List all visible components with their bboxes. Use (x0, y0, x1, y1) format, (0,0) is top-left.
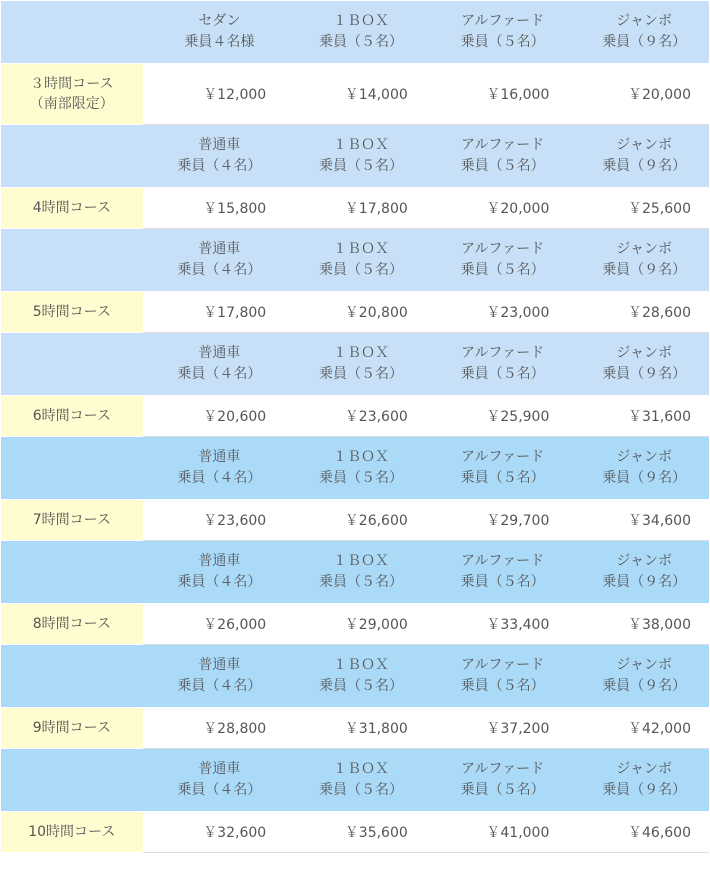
vehicle-cell (143, 437, 285, 500)
course-name: 10時間コース (28, 824, 116, 840)
vehicle-capacity: 乗員４名様 (184, 34, 255, 50)
vehicle-name: ジャンボ (616, 449, 673, 465)
price-cell: ￥28,600 (567, 292, 709, 333)
vehicle-capacity: 乗員（５名） (318, 574, 403, 590)
price-cell: ￥25,600 (567, 188, 709, 229)
course-name-cell (1, 500, 143, 541)
course-name: 6時間コース (32, 408, 111, 424)
vehicle-cell (426, 437, 568, 500)
price-cell: ￥32,600 (143, 812, 285, 853)
vehicle-name: ジャンボ (616, 657, 673, 673)
vehicle-capacity: 乗員（５名） (318, 262, 403, 278)
vehicle-name: ジャンボ (616, 553, 673, 569)
course-name-cell (1, 708, 143, 749)
vehicle-name: アルファード (460, 345, 545, 361)
vehicle-capacity: 乗員（９名） (602, 678, 687, 694)
vehicle-name: アルファード (460, 449, 545, 465)
vehicle-capacity: 乗員（９名） (602, 34, 687, 50)
vehicle-capacity: 乗員（５名） (318, 678, 403, 694)
vehicle-cell (284, 229, 426, 292)
price-cell: ￥20,600 (143, 396, 285, 437)
vehicle-cell (567, 333, 709, 396)
vehicle-name: １ＢＯＸ (332, 553, 389, 569)
price-cell: ￥31,800 (284, 708, 426, 749)
vehicle-cell (284, 437, 426, 500)
vehicle-capacity: 乗員（５名） (318, 366, 403, 382)
fare-table (1, 1, 709, 853)
vehicle-name: 普通車 (198, 137, 241, 153)
price-cell: ￥26,600 (284, 500, 426, 541)
course-name-cell (1, 604, 143, 645)
vehicle-capacity: 乗員（５名） (460, 574, 545, 590)
price-row (1, 500, 709, 541)
vehicle-name: 普通車 (198, 657, 241, 673)
vehicle-name: アルファード (460, 241, 545, 257)
vehicle-name: １ＢＯＸ (332, 137, 389, 153)
header-corner-cell (1, 645, 143, 708)
vehicle-cell (426, 333, 568, 396)
vehicle-cell (143, 125, 285, 188)
course-note: （南部限定） (29, 96, 114, 112)
vehicle-name: アルファード (460, 137, 545, 153)
price-cell: ￥20,800 (284, 292, 426, 333)
price-cell: ￥25,900 (426, 396, 568, 437)
vehicle-name: 普通車 (198, 241, 241, 257)
vehicle-capacity: 乗員（５名） (460, 678, 545, 694)
course-name: 9時間コース (32, 720, 111, 736)
price-cell: ￥26,000 (143, 604, 285, 645)
vehicle-name: 普通車 (198, 553, 241, 569)
vehicle-cell (567, 229, 709, 292)
vehicle-name: １ＢＯＸ (332, 449, 389, 465)
price-cell: ￥20,000 (426, 188, 568, 229)
price-cell: ￥42,000 (567, 708, 709, 749)
vehicle-name: ジャンボ (616, 761, 673, 777)
header-corner-cell (1, 229, 143, 292)
vehicle-capacity: 乗員（５名） (318, 470, 403, 486)
price-row (1, 64, 709, 125)
course-name: ３時間コース (30, 76, 114, 92)
price-row (1, 292, 709, 333)
vehicle-name: １ＢＯＸ (332, 345, 389, 361)
vehicle-name: アルファード (460, 553, 545, 569)
price-cell: ￥33,400 (426, 604, 568, 645)
price-cell: ￥23,000 (426, 292, 568, 333)
vehicle-capacity: 乗員（４名） (177, 782, 262, 798)
vehicle-name: ジャンボ (616, 241, 673, 257)
vehicle-header-row (1, 645, 709, 708)
price-row (1, 396, 709, 437)
price-cell: ￥28,800 (143, 708, 285, 749)
course-name: 8時間コース (32, 616, 111, 632)
header-corner-cell (1, 437, 143, 500)
vehicle-cell (426, 125, 568, 188)
vehicle-cell (143, 645, 285, 708)
vehicle-header-row (1, 541, 709, 604)
price-cell: ￥12,000 (143, 64, 285, 125)
price-cell: ￥46,600 (567, 812, 709, 853)
price-cell: ￥37,200 (426, 708, 568, 749)
price-cell: ￥16,000 (426, 64, 568, 125)
price-cell: ￥35,600 (284, 812, 426, 853)
vehicle-name: ジャンボ (616, 13, 673, 29)
vehicle-cell (143, 333, 285, 396)
vehicle-cell (567, 125, 709, 188)
price-cell: ￥38,000 (567, 604, 709, 645)
price-cell: ￥17,800 (143, 292, 285, 333)
header-corner-cell (1, 333, 143, 396)
vehicle-capacity: 乗員（５名） (318, 158, 403, 174)
vehicle-capacity: 乗員（５名） (460, 470, 545, 486)
price-cell: ￥29,700 (426, 500, 568, 541)
vehicle-name: １ＢＯＸ (332, 13, 389, 29)
vehicle-name: アルファード (460, 13, 545, 29)
price-row (1, 604, 709, 645)
vehicle-capacity: 乗員（４名） (177, 158, 262, 174)
vehicle-cell (284, 333, 426, 396)
vehicle-cell (143, 229, 285, 292)
vehicle-header-row (1, 333, 709, 396)
vehicle-name: アルファード (460, 761, 545, 777)
vehicle-cell (567, 1, 709, 64)
vehicle-cell (284, 749, 426, 812)
vehicle-header-row (1, 229, 709, 292)
vehicle-cell (426, 541, 568, 604)
vehicle-cell (426, 749, 568, 812)
vehicle-capacity: 乗員（５名） (460, 34, 545, 50)
vehicle-capacity: 乗員（９名） (602, 574, 687, 590)
course-name: 5時間コース (32, 304, 111, 320)
price-row (1, 708, 709, 749)
vehicle-cell (426, 1, 568, 64)
vehicle-name: １ＢＯＸ (332, 241, 389, 257)
vehicle-capacity: 乗員（５名） (318, 34, 403, 50)
vehicle-cell (284, 1, 426, 64)
vehicle-capacity: 乗員（９名） (602, 158, 687, 174)
course-name-cell (1, 396, 143, 437)
price-row (1, 812, 709, 853)
vehicle-cell (143, 1, 285, 64)
vehicle-capacity: 乗員（５名） (460, 262, 545, 278)
course-name: 7時間コース (32, 512, 111, 528)
header-corner-cell (1, 1, 143, 64)
vehicle-capacity: 乗員（９名） (602, 782, 687, 798)
vehicle-name: 普通車 (198, 345, 241, 361)
vehicle-header-row (1, 125, 709, 188)
vehicle-capacity: 乗員（５名） (460, 158, 545, 174)
price-row (1, 188, 709, 229)
vehicle-name: ジャンボ (616, 345, 673, 361)
vehicle-capacity: 乗員（９名） (602, 470, 687, 486)
price-cell: ￥23,600 (284, 396, 426, 437)
vehicle-capacity: 乗員（９名） (602, 262, 687, 278)
vehicle-cell (143, 541, 285, 604)
course-name-cell (1, 188, 143, 229)
vehicle-capacity: 乗員（５名） (318, 782, 403, 798)
course-name-cell (1, 292, 143, 333)
vehicle-cell (284, 645, 426, 708)
vehicle-capacity: 乗員（９名） (602, 366, 687, 382)
vehicle-capacity: 乗員（４名） (177, 574, 262, 590)
vehicle-capacity: 乗員（４名） (177, 678, 262, 694)
course-name-cell (1, 812, 143, 853)
header-corner-cell (1, 541, 143, 604)
price-cell: ￥14,000 (284, 64, 426, 125)
vehicle-cell (426, 229, 568, 292)
vehicle-name: １ＢＯＸ (332, 761, 389, 777)
price-cell: ￥15,800 (143, 188, 285, 229)
price-cell: ￥41,000 (426, 812, 568, 853)
vehicle-header-row (1, 749, 709, 812)
vehicle-name: アルファード (460, 657, 545, 673)
vehicle-cell (284, 541, 426, 604)
vehicle-cell (143, 749, 285, 812)
vehicle-capacity: 乗員（４名） (177, 470, 262, 486)
price-cell: ￥17,800 (284, 188, 426, 229)
course-name-cell (1, 64, 143, 125)
vehicle-cell (567, 541, 709, 604)
vehicle-name: ジャンボ (616, 137, 673, 153)
price-cell: ￥31,600 (567, 396, 709, 437)
header-corner-cell (1, 125, 143, 188)
vehicle-capacity: 乗員（４名） (177, 262, 262, 278)
vehicle-name: セダン (198, 13, 241, 29)
vehicle-capacity: 乗員（５名） (460, 366, 545, 382)
fare-table-body (1, 1, 709, 853)
vehicle-cell (567, 437, 709, 500)
price-cell: ￥20,000 (567, 64, 709, 125)
price-cell: ￥23,600 (143, 500, 285, 541)
vehicle-cell (567, 749, 709, 812)
vehicle-capacity: 乗員（４名） (177, 366, 262, 382)
course-name: 4時間コース (32, 200, 111, 216)
vehicle-header-row (1, 437, 709, 500)
vehicle-cell (426, 645, 568, 708)
vehicle-header-row (1, 1, 709, 64)
price-cell: ￥29,000 (284, 604, 426, 645)
vehicle-cell (567, 645, 709, 708)
vehicle-name: １ＢＯＸ (332, 657, 389, 673)
price-cell: ￥34,600 (567, 500, 709, 541)
vehicle-name: 普通車 (198, 449, 241, 465)
vehicle-cell (284, 125, 426, 188)
vehicle-capacity: 乗員（５名） (460, 782, 545, 798)
header-corner-cell (1, 749, 143, 812)
vehicle-name: 普通車 (198, 761, 241, 777)
